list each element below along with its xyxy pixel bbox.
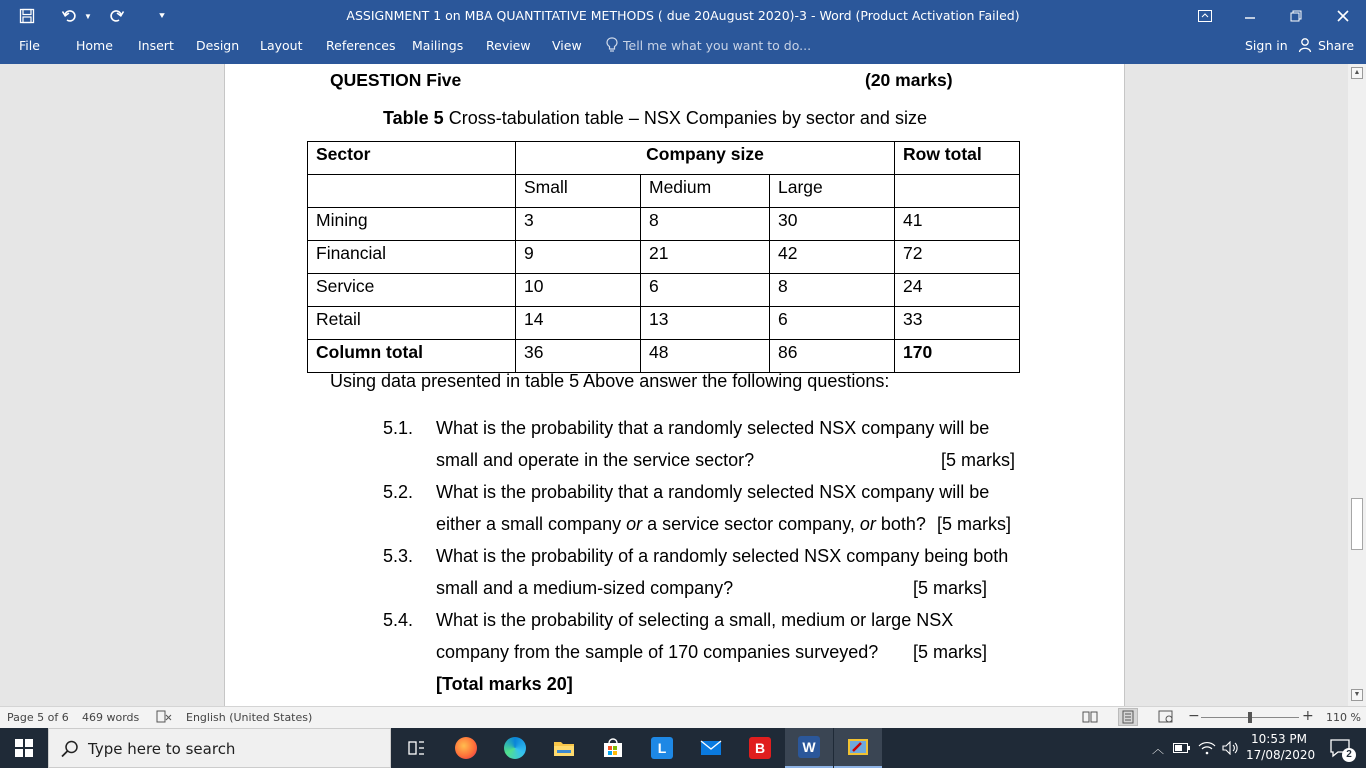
scroll-thumb[interactable] <box>1351 498 1363 550</box>
share-button[interactable]: Share <box>1318 38 1355 53</box>
cell-total: 24 <box>895 274 1020 307</box>
window-title: ASSIGNMENT 1 on MBA QUANTITATIVE METHODS ( due 20August 2020)-3 - Word (Product Activation Failed) <box>346 8 1020 23</box>
table-caption-text: Cross-tabulation table – NSX Companies by sector and size <box>448 108 927 128</box>
web-layout-icon[interactable] <box>1158 710 1174 727</box>
share-person-icon[interactable] <box>1298 37 1314 56</box>
read-mode-icon[interactable] <box>1082 710 1098 727</box>
chevron-up-icon[interactable]: ︿ <box>1151 741 1164 756</box>
taskbar-search-box[interactable] <box>48 728 391 768</box>
emphasis-or: or <box>626 514 643 534</box>
header-row-total: Row total <box>895 142 1020 175</box>
ribbon-display-icon[interactable] <box>1190 0 1220 32</box>
cell-medium: 8 <box>641 208 770 241</box>
l-app-icon[interactable]: L <box>638 728 686 768</box>
clock-date: 17/08/2020 <box>1246 748 1316 762</box>
question-text: What is the probability that a randomly selected NSX company will be <box>436 418 990 438</box>
question-number: 5.4. <box>383 610 414 630</box>
tab-references[interactable]: References <box>326 38 396 53</box>
question-marks: [5 marks] <box>913 642 988 662</box>
cell-large: 42 <box>770 241 895 274</box>
question-marks: (20 marks) <box>865 70 953 90</box>
subheader-medium: Medium <box>641 175 770 208</box>
question-text-part: both? <box>875 514 926 534</box>
taskbar-clock[interactable] <box>1246 731 1316 763</box>
cell-medium: 13 <box>641 307 770 340</box>
table-caption <box>383 108 927 129</box>
scroll-down-arrow[interactable]: ▼ <box>1351 689 1363 701</box>
tell-me-search[interactable]: Tell me what you want to do... <box>623 38 812 53</box>
header-sector: Sector <box>308 142 516 175</box>
total-marks: [Total marks 20] <box>436 674 573 694</box>
table-caption-label: Table 5 <box>383 108 444 128</box>
cell-large: 30 <box>770 208 895 241</box>
sign-in-link[interactable]: Sign in <box>1245 38 1288 53</box>
vertical-scrollbar[interactable] <box>1348 64 1366 706</box>
print-layout-icon[interactable] <box>1118 708 1138 726</box>
cell-large: 6 <box>770 307 895 340</box>
zoom-out-button[interactable]: − <box>1188 708 1200 724</box>
cell-sector: Mining <box>308 208 516 241</box>
minimize-icon[interactable] <box>1232 0 1268 32</box>
paint-icon[interactable] <box>834 728 882 768</box>
proofing-icon[interactable] <box>156 710 172 727</box>
table-row <box>308 274 1020 307</box>
cell-medium: 6 <box>641 274 770 307</box>
question-text: What is the probability of a randomly selected NSX company being both <box>436 546 1009 566</box>
cell-total-medium: 48 <box>641 340 770 373</box>
battery-icon[interactable] <box>1172 728 1192 768</box>
table-total-row <box>308 340 1020 373</box>
question-number: 5.2. <box>383 482 414 502</box>
cell-column-total-label: Column total <box>308 340 516 373</box>
question-heading: QUESTION Five <box>330 70 462 90</box>
tab-home[interactable]: Home <box>76 38 113 53</box>
intro-text: Using data presented in table 5 Above answer the following questions: <box>330 371 890 391</box>
restore-icon[interactable] <box>1278 0 1314 32</box>
page-count[interactable]: Page 5 of 6 <box>7 711 69 724</box>
zoom-level[interactable]: 110 % <box>1326 711 1361 724</box>
mail-icon[interactable] <box>687 728 735 768</box>
b-app-icon[interactable]: B <box>736 728 784 768</box>
subheader-small: Small <box>516 175 641 208</box>
header-company-size: Company size <box>516 142 895 175</box>
zoom-slider-thumb[interactable] <box>1248 712 1252 723</box>
question-text: company from the sample of 170 companies surveyed? <box>436 642 879 662</box>
word-count[interactable]: 469 words <box>82 711 140 724</box>
cell-total: 72 <box>895 241 1020 274</box>
windows-start-icon[interactable] <box>0 728 48 768</box>
table-subheader-row <box>308 175 1020 208</box>
edge-icon[interactable] <box>491 728 539 768</box>
emphasis-or: or <box>859 514 876 534</box>
question-text: small and operate in the service sector? <box>436 450 755 470</box>
cross-tabulation-table <box>307 141 1020 373</box>
tab-review[interactable]: Review <box>486 38 531 53</box>
notification-count: 2 <box>1342 748 1356 762</box>
word-icon[interactable]: W <box>785 728 833 768</box>
cell-sector: Financial <box>308 241 516 274</box>
scroll-up-arrow[interactable]: ▲ <box>1351 67 1363 79</box>
subheader-large: Large <box>770 175 895 208</box>
question-marks: [5 marks] <box>941 450 1016 470</box>
question-text: What is the probability that a randomly selected NSX company will be <box>436 482 990 502</box>
cell-total-large: 86 <box>770 340 895 373</box>
cell-medium: 21 <box>641 241 770 274</box>
document-page[interactable] <box>224 64 1125 706</box>
task-view-icon[interactable] <box>392 728 440 768</box>
cell-small: 3 <box>516 208 641 241</box>
title-bar <box>0 0 1366 32</box>
undo-dropdown-icon[interactable]: ▼ <box>84 11 92 21</box>
question-text: What is the probability of selecting a small, medium or large NSX <box>436 610 954 630</box>
cell-small: 10 <box>516 274 641 307</box>
question-marks: [5 marks] <box>913 578 988 598</box>
cell-total: 33 <box>895 307 1020 340</box>
question-text: small and a medium-sized company? <box>436 578 734 598</box>
cell-large: 8 <box>770 274 895 307</box>
table-row <box>308 307 1020 340</box>
question-marks: [5 marks] <box>937 514 1012 534</box>
lightbulb-icon <box>606 37 618 56</box>
search-icon <box>61 740 79 763</box>
tab-view[interactable]: View <box>552 38 582 53</box>
customize-qat-icon[interactable]: ⯆ <box>158 10 166 22</box>
cell-grand-total: 170 <box>895 340 1020 373</box>
document-canvas <box>0 64 1348 706</box>
cell-total-small: 36 <box>516 340 641 373</box>
tab-insert[interactable]: Insert <box>138 38 174 53</box>
search-placeholder: Type here to search <box>88 740 236 758</box>
table-row <box>308 241 1020 274</box>
taskbar <box>0 728 1366 768</box>
question-text-part: a service sector company, <box>642 514 860 534</box>
ribbon-tabs <box>0 32 1366 64</box>
cell-small: 14 <box>516 307 641 340</box>
subheader-total-blank <box>895 175 1020 208</box>
cell-small: 9 <box>516 241 641 274</box>
table-header-row <box>308 142 1020 175</box>
question-number: 5.1. <box>383 418 414 438</box>
close-icon[interactable] <box>1324 0 1362 32</box>
question-number: 5.3. <box>383 546 414 566</box>
table-row <box>308 208 1020 241</box>
tab-file[interactable]: File <box>19 38 40 53</box>
clock-time: 10:53 PM <box>1251 732 1307 746</box>
question-text <box>436 514 926 535</box>
zoom-in-button[interactable]: + <box>1302 708 1314 724</box>
status-bar <box>0 706 1366 728</box>
wifi-icon[interactable] <box>1196 728 1218 768</box>
cell-total: 41 <box>895 208 1020 241</box>
cell-sector: Service <box>308 274 516 307</box>
store-icon[interactable] <box>589 728 637 768</box>
tab-mailings[interactable]: Mailings <box>412 38 464 53</box>
tab-design[interactable]: Design <box>196 38 240 53</box>
question-text-part: either a small company <box>436 514 627 534</box>
firefox-icon[interactable] <box>442 728 490 768</box>
tab-layout[interactable]: Layout <box>260 38 303 53</box>
subheader-blank <box>308 175 516 208</box>
language[interactable]: English (United States) <box>186 711 313 724</box>
volume-icon[interactable] <box>1220 728 1242 768</box>
notification-icon[interactable] <box>1320 728 1360 768</box>
file-explorer-icon[interactable] <box>540 728 588 768</box>
cell-sector: Retail <box>308 307 516 340</box>
